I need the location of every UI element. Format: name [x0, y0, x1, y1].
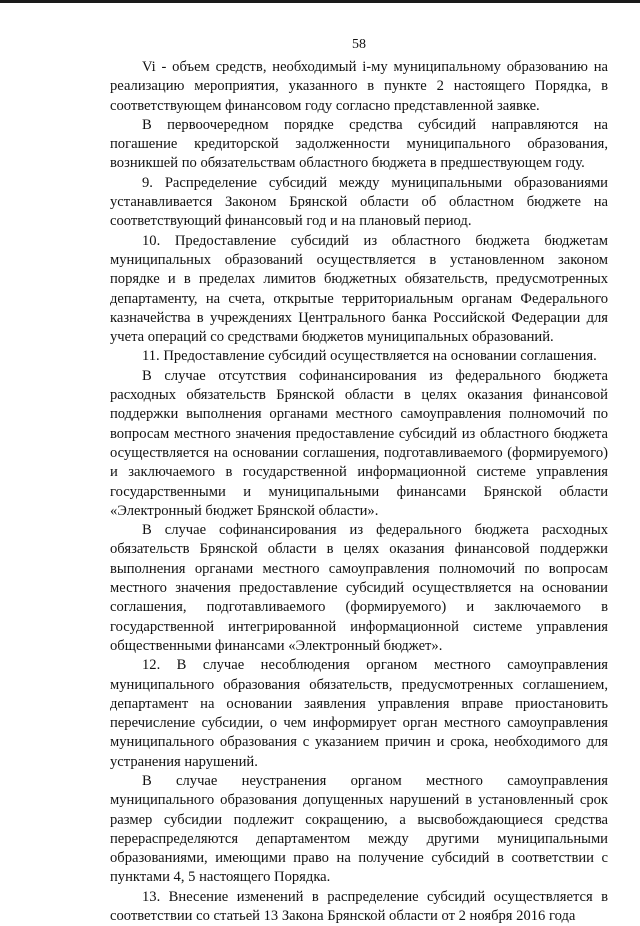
paragraph-vi-definition: Vi - объем средств, необходимый i-му муниципальному образованию на реализацию мероприятия, указанного в пункте 2 настоящего Порядка, в соответствующем финансовом году согласно представленной заявке. [110, 59, 608, 114]
paragraph-priority-payments: В первоочередном порядке средства субсидий направляются на погашение кредиторской задолженности муниципального образования, возникшей по обязательствам областного бюджета в предшествующем году. [110, 116, 608, 172]
paragraph-item-12: 12. В случае несоблюдения органом местного самоуправления муниципального образования обязательств, предусмотренных соглашением, департамент на основании заявления управления вправе приостановить перечисление субсидии, о чем информирует орган местного самоуправления муниципального образования с указанием причин и срока, необходимого для устранения нарушений. [110, 657, 608, 770]
paragraph-cofinancing: В случае софинансирования из федерального бюджета расходных обязательств Брянской области в целях оказания финансовой поддержки выполнения органами местного самоуправления полномочий по вопросам местного значения предоставление субсидий осуществляется на основании соглашения, подготавливаемого (формируемого) и заключаемого в государственной интегрированной информационной системе управления общественными финансами «Электронный бюджет». [110, 522, 608, 654]
paragraph-no-cofinancing: В случае отсутствия софинансирования из федерального бюджета расходных обязательств Брянской области в целях оказания финансовой поддержки выполнения органами местного самоуправления полномочий по вопросам местного значения предоставление субсидий из областного бюджета осуществляется на основании соглашения, подготавливаемого (формируемого) и заключаемого в государственной информационной системе управления государственными и муниципальными финансами Брянской области «Электронный бюджет Брянской области». [110, 367, 608, 519]
paragraph-item-10: 10. Предоставление субсидий из областного бюджета бюджетам муниципальных образований осуществляется в установленном законом порядке и в пределах лимитов бюджетных обязательств, предусмотренных департаменту, на счета, открытые территориальным органам Федерального казначейства в учреждениях Центрального банка Российской Федерации для учета операций со средствами бюджетов муниципальных образований. [110, 232, 608, 346]
paragraph-item-11: 11. Предоставление субсидий осуществляется на основании соглашения. [142, 348, 597, 365]
paragraph-item-13: 13. Внесение изменений в распределение субсидий осуществляется в соответствии со статьей 13 Закона Брянской области от 2 ноября 2016 года [110, 888, 608, 925]
top-border-line [0, 0, 640, 3]
document-body [110, 58, 608, 926]
paragraph-item-9: 9. Распределение субсидий между муниципальными образованиями устанавливается Законом Брянской области об областном бюджете на соответствующий финансовый год и на плановый период. [110, 174, 608, 230]
page-number: 58 [352, 37, 366, 52]
paragraph-non-elimination: В случае неустранения органом местного самоуправления муниципального образования допущенных нарушений в установленный срок размер субсидии подлежит сокращению, а высвобождающиеся средства перераспределяются департаментом между другими муниципальными образованиями, имеющими право на получение субсидий в соответствии с пунктами 4, 5 настоящего Порядка. [110, 772, 608, 886]
